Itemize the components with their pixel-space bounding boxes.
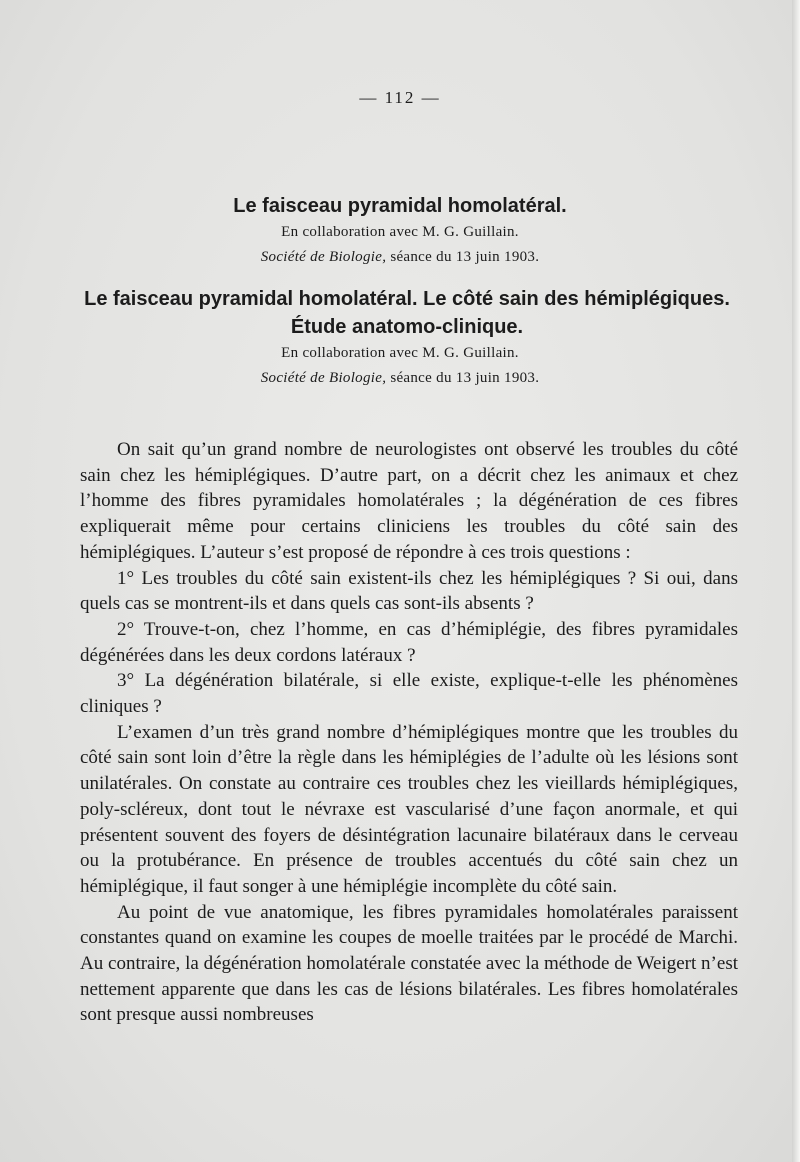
entry-citation-2 [0,370,800,387]
paragraph-question-3: 3° La dégénération bilatérale, si elle existe, explique-t-elle les phénomènes cliniques ? [80,670,738,718]
paragraph-question-2: 2° Trouve-t-on, chez l’homme, en cas d’hémiplégie, des fibres pyramidales dégénérées dans les deux cordons latéraux ? [80,618,738,666]
paragraph-anatomical: Au point de vue anatomique, les fibres pyramidales homolatérales paraissent constantes quand on examine les coupes de moelle traitées par le procédé de Marchi. Au contraire, la dégénération homolatérale constatée avec la méthode de Weigert n’est nettement apparente que dans les cas de lésions bilatérales. Les fibres homolatérales sont presque aussi nombreuses [80,901,738,1026]
entry-title-2: Le faisceau pyramidal homolatéral. Le côté sain des hémiplégiques. Étude anatomo-clinique. [84,288,730,338]
entry-title-1: Le faisceau pyramidal homolatéral. [233,195,567,217]
page-edge [792,0,800,1162]
page-number: — 112 — [359,88,441,107]
body-text [80,437,738,1028]
entry-credit-2: En collaboration avec M. G. Guillain. [281,345,519,361]
paragraph-question-1: 1° Les troubles du côté sain existent-ils chez les hémiplégiques ? Si oui, dans quels cas se montrent-ils et dans quels cas sont-ils absents ? [80,567,738,615]
entry-credit-1: En collaboration avec M. G. Guillain. [281,224,519,240]
paragraph-clinical: L’examen d’un très grand nombre d’hémiplégiques montre que les troubles du côté sain sont loin d’être la règle dans les hémiplégies de l’adulte où les lésions sont unilatérales. On constate au contraire ces troubles chez les vieillards hémiplégiques, poly-scléreux, dont tout le névraxe est vascularisé d’une façon anormale, et qui présentent souvent des foyers de désintégration lacunaire bilatéraux dans le cerveau ou la protubérance. En présence de troubles accentués du côté sain chez un hémiplégique, il faut songer à une hémiplégie incomplète du côté sain. [80,721,738,897]
journal-name: Société de Biologie, [260,370,387,386]
journal-name: Société de Biologie, [260,249,387,265]
session-date: séance du 13 juin 1903. [390,249,540,265]
entry-citation-1 [0,249,800,266]
paragraph-intro: On sait qu’un grand nombre de neurologistes ont observé les troubles du côté sain chez les hémiplégiques. D’autre part, on a décrit chez les animaux et chez l’homme des fibres pyramidales homolatérales ; la dégénération de ces fibres expliquerait même pour certains cliniciens les troubles du côté sain des hémiplégiques. L’auteur s’est proposé de répondre à ces trois questions : [80,439,738,563]
session-date: séance du 13 juin 1903. [390,370,540,386]
